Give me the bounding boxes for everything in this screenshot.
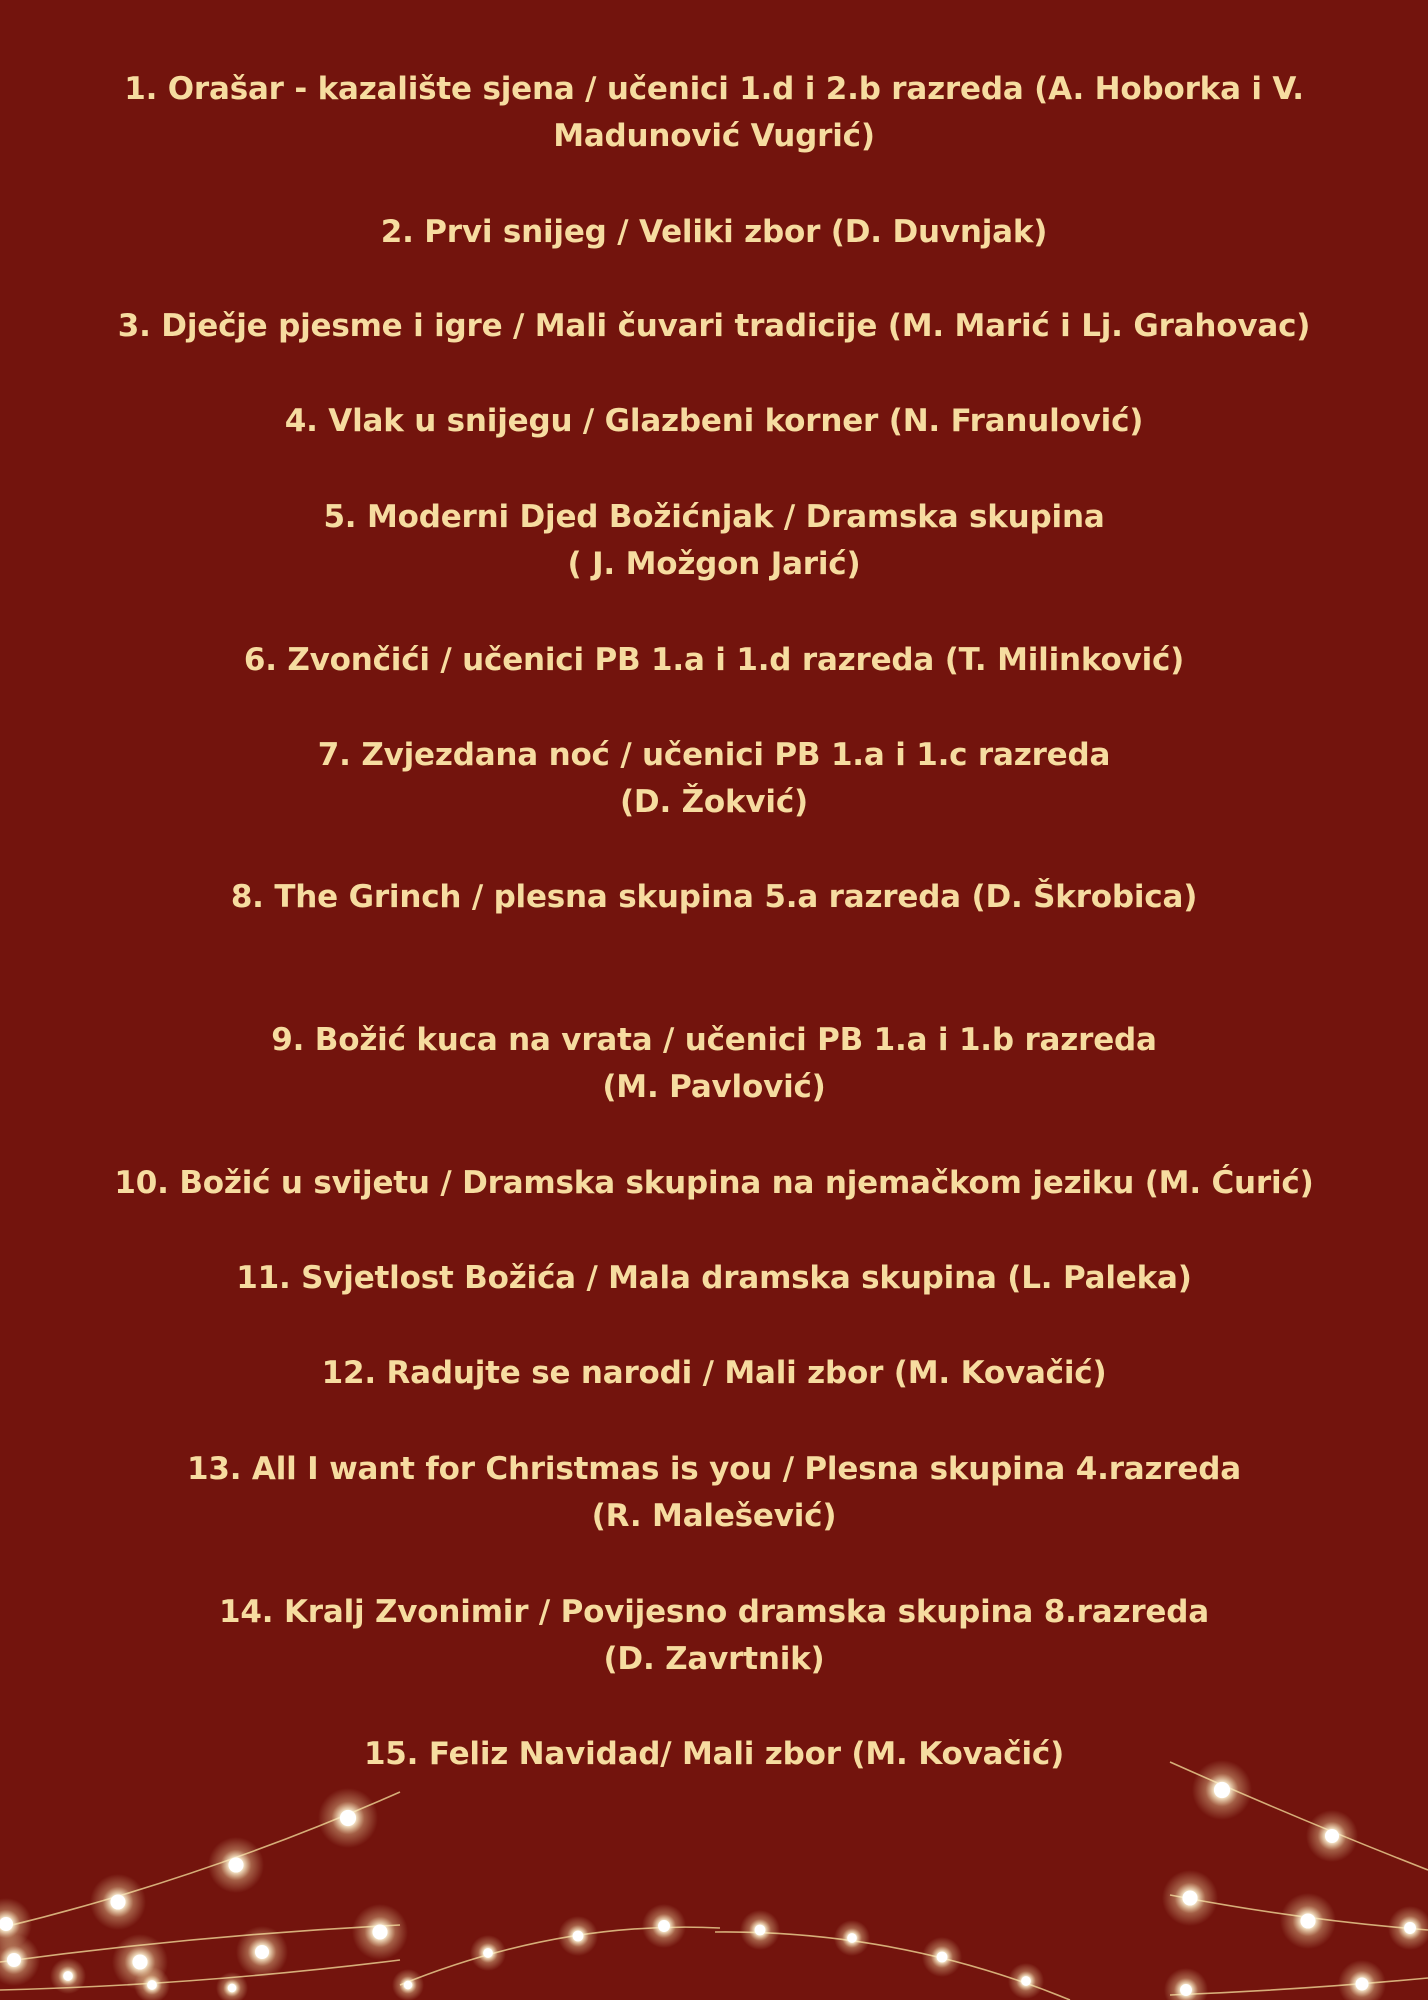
program-item-13 (40, 1446, 1388, 1540)
program-item-6 (40, 637, 1388, 684)
program-item-1 (40, 66, 1388, 160)
program-item-14 (40, 1589, 1388, 1683)
program-item-text: 15. Feliz Navidad/ Mali zbor (M. Kovačić) (363, 1736, 1065, 1772)
program-item-text: 7. Zvjezdana noć / učenici PB 1.a i 1.c razreda (317, 737, 1111, 773)
program-item-text: 6. Zvončići / učenici PB 1.a i 1.d razreda (T. Milinković) (243, 642, 1185, 678)
program-item-text: ( J. Možgon Jarić) (567, 546, 861, 582)
program-item-9 (40, 1017, 1388, 1111)
program-item-text: 11. Svjetlost Božića / Mala dramska skupina (L. Paleka) (236, 1260, 1192, 1296)
program-item-text: Madunović Vugrić) (553, 118, 875, 154)
program-item-text: 3. Dječje pjesme i igre / Mali čuvari tradicije (M. Marić i Lj. Grahovac) (117, 308, 1311, 344)
program-item-text: 1. Orašar - kazalište sjena / učenici 1.d i 2.b razreda (A. Hoborka i V. (124, 71, 1304, 107)
program-item-11 (40, 1255, 1388, 1302)
program-item-10 (40, 1160, 1388, 1207)
program-item-text: 8. The Grinch / plesna skupina 5.a razreda (D. Škrobica) (230, 879, 1198, 915)
program-item-12 (40, 1350, 1388, 1397)
program-item-text: 4. Vlak u snijegu / Glazbeni korner (N. Franulović) (284, 403, 1144, 439)
program-item-2 (40, 209, 1388, 256)
program-item-text: 9. Božić kuca na vrata / učenici PB 1.a i 1.b razreda (271, 1022, 1157, 1058)
program-item-text: (D. Žokvić) (619, 784, 809, 820)
program-item-text: 5. Moderni Djed Božićnjak / Dramska skupina (323, 499, 1105, 535)
program-item-5 (40, 494, 1388, 588)
program-item-7 (40, 732, 1388, 826)
program-item-text: 13. All I want for Christmas is you / Plesna skupina 4.razreda (187, 1451, 1241, 1487)
program-item-text: 12. Radujte se narodi / Mali zbor (M. Kovačić) (321, 1355, 1107, 1391)
program-item-text: 10. Božić u svijetu / Dramska skupina na njemačkom jeziku (M. Ćurić) (114, 1165, 1314, 1201)
program-item-3 (40, 303, 1388, 350)
program-item-text: (M. Pavlović) (602, 1069, 826, 1105)
program-item-8 (40, 874, 1388, 921)
program-item-text: 14. Kralj Zvonimir / Povijesno dramska skupina 8.razreda (219, 1594, 1209, 1630)
program-item-15 (40, 1731, 1388, 1778)
program-item-text: (D. Zavrtnik) (603, 1641, 825, 1677)
program-item-text: (R. Malešević) (591, 1498, 837, 1534)
program-item-text: 2. Prvi snijeg / Veliki zbor (D. Duvnjak) (380, 214, 1048, 250)
program-item-4 (40, 398, 1388, 445)
